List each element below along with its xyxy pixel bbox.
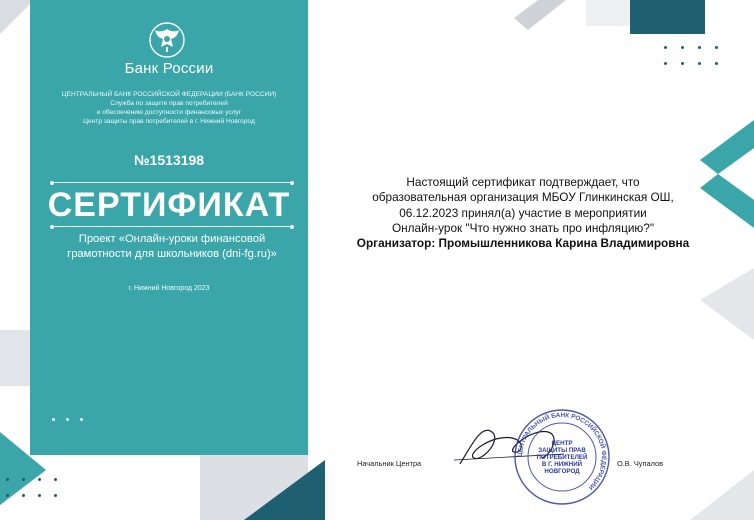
project-line: грамотности для школьников (dni-fg.ru)»	[67, 248, 277, 260]
body-line: образовательная организация МБОУ Глинкинская ОШ,	[372, 190, 674, 205]
divider-top	[52, 182, 292, 183]
organizer-label: Организатор:	[356, 236, 436, 251]
bank-description-line: ЦЕНТРАЛЬНЫЙ БАНК РОССИЙСКОЙ ФЕДЕРАЦИИ (БАНК РОССИИ)	[61, 91, 277, 98]
triangle-grey-bottom-right	[690, 470, 754, 520]
signer-name: О.В. Чупалов	[617, 459, 664, 468]
square-light-grey-top	[586, 0, 630, 26]
body-line: 06.12.2023 принял(а) участие в мероприятии	[399, 205, 647, 220]
organizer-line	[318, 236, 728, 251]
body-line: Онлайн-урок "Что нужно знать про инфляцию?"	[391, 220, 655, 235]
block-dark-teal-top	[630, 0, 705, 34]
body-line: Настоящий сертификат подтверждает, что	[406, 175, 640, 189]
bank-description-line: и обеспечению доступности финансовых услуг	[96, 109, 242, 116]
certificate-number: №1513198	[133, 152, 205, 168]
stamp-line: ЗАЩИТЫ ПРАВ	[538, 447, 586, 454]
bank-description	[30, 90, 308, 126]
certificate-title: СЕРТИФИКАТ	[47, 186, 291, 224]
project-name	[48, 232, 296, 262]
stamp-line: НОВГОРОД	[544, 468, 580, 475]
bank-description-line: Центр защиты прав потребителей в г. Нижний Новгород	[83, 118, 255, 125]
bank-name: Банк России	[124, 60, 214, 77]
stamp-line: ЦЕНТР	[551, 440, 573, 447]
corner-grey-top-left	[0, 0, 34, 34]
triangle-grey-right	[700, 268, 754, 340]
certificate-body	[318, 175, 728, 251]
signer-position: Начальник Центра	[357, 459, 422, 468]
chevron-grey-top	[514, 0, 566, 30]
stamp-ring-text: ЦЕНТРАЛЬНЫЙ БАНК РОССИЙСКОЙ ФЕДЕРАЦИИ	[516, 411, 608, 491]
project-line: Проект «Онлайн-уроки финансовой	[78, 233, 266, 245]
city-year: г. Нижний Новгород 2023	[128, 285, 210, 292]
bank-emblem-icon	[146, 20, 188, 60]
stamp-center-text	[532, 440, 592, 475]
chevron-teal-right	[700, 120, 754, 174]
stamp-line: В Г. НИЖНИЙ	[541, 461, 583, 468]
divider-bottom	[52, 226, 292, 227]
bank-description-line: Служба по защите прав потребителей	[110, 100, 228, 107]
organizer-name: Промышленникова Карина Владимировна	[438, 236, 690, 251]
stamp-line: ПОТРЕБИТЕЛЕЙ	[536, 454, 588, 461]
